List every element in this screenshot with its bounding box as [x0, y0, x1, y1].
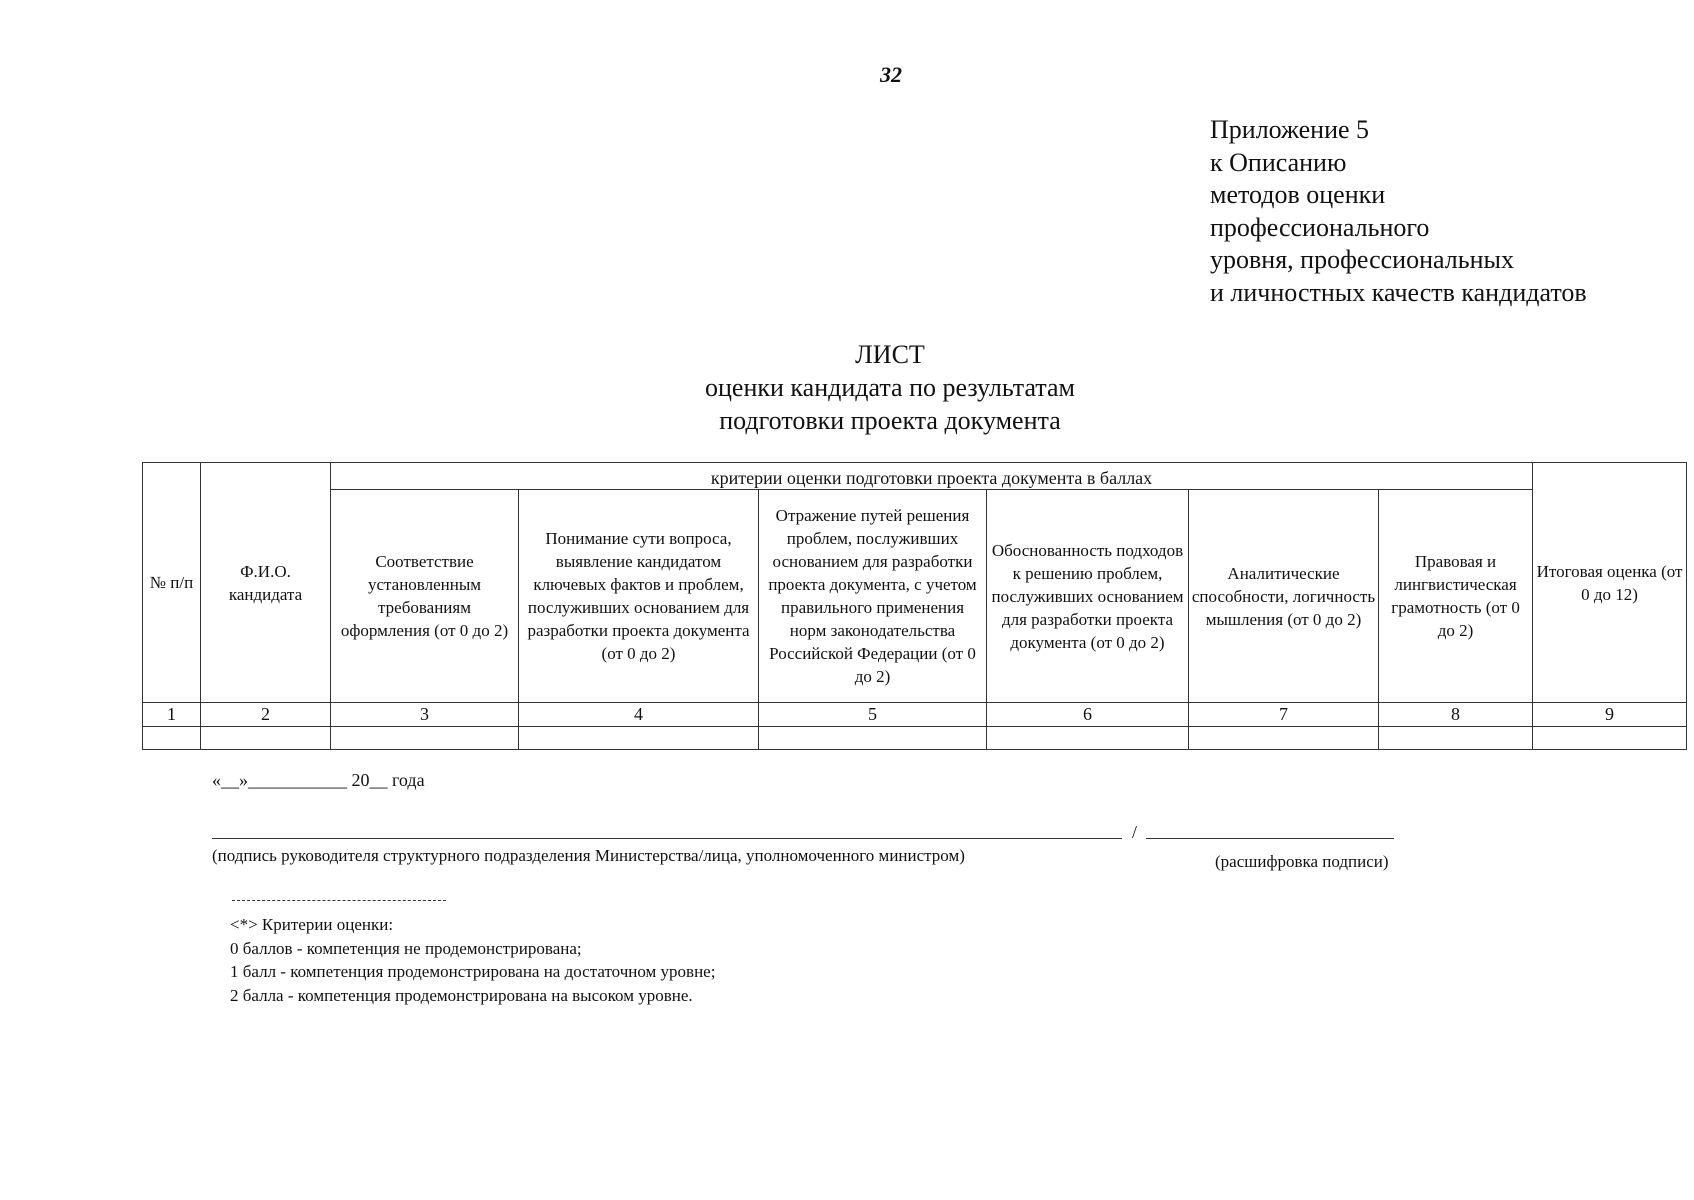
title-line: оценки кандидата по результатам	[705, 373, 1075, 402]
evaluation-table	[142, 462, 1687, 750]
column-header: Соответствие установленным требованиям оформления (от 0 до 2)	[331, 490, 519, 703]
column-number: 6	[987, 703, 1189, 727]
column-number: 4	[519, 703, 759, 727]
empty-data-row	[143, 727, 1687, 750]
appendix-line: уровня, профессиональных	[1210, 245, 1514, 274]
column-number-row	[143, 703, 1687, 727]
column-header: Отражение путей решения проблем, послуживших основанием для разработки проекта документа, с учетом правильного применения норм законодательства Российской Федерации (от 0 до 2)	[759, 490, 987, 703]
criteria-header: критерии оценки подготовки проекта документа в баллах	[331, 463, 1533, 490]
footnote-line: 2 балла - компетенция продемонстрирована на высоком уровне.	[230, 985, 693, 1005]
empty-cell[interactable]	[143, 727, 201, 750]
column-number: 8	[1379, 703, 1533, 727]
footnote-line: 1 балл - компетенция продемонстрирована на достаточном уровне;	[230, 962, 716, 981]
page-number: 32	[880, 62, 902, 87]
column-header: Обоснованность подходов к решению проблем, послуживших основанием для разработки проекта документа (от 0 до 2)	[987, 490, 1189, 703]
column-number: 5	[759, 703, 987, 727]
column-number: 7	[1189, 703, 1379, 727]
footnote-line: 0 баллов - компетенция не продемонстрирована;	[230, 938, 582, 958]
appendix-reference	[1210, 114, 1587, 309]
empty-cell[interactable]	[759, 727, 987, 750]
title-line: ЛИСТ	[855, 340, 925, 369]
empty-cell[interactable]	[1379, 727, 1533, 750]
signature-caption: (подпись руководителя структурного подразделения Министерства/лица, уполномоченного министром)	[212, 846, 965, 865]
footnote-line: <*> Критерии оценки:	[230, 915, 394, 934]
column-number: 2	[201, 703, 331, 727]
signature-line	[212, 838, 1122, 839]
empty-cell[interactable]	[201, 727, 331, 750]
column-number: 3	[331, 703, 519, 727]
column-header: Правовая и лингвистическая грамотность (от 0 до 2)	[1379, 490, 1533, 703]
appendix-line: Приложение 5	[1210, 115, 1370, 144]
signature-decode-line	[1146, 838, 1394, 839]
empty-cell[interactable]	[987, 727, 1189, 750]
column-header: Итоговая оценка (от 0 до 12)	[1533, 463, 1687, 703]
empty-cell[interactable]	[331, 727, 519, 750]
date-line: «__»___________ 20__ года	[212, 770, 425, 790]
footnote	[230, 913, 715, 1007]
column-header: Аналитические способности, логичность мышления (от 0 до 2)	[1189, 490, 1379, 703]
appendix-line: и личностных качеств кандидатов	[1210, 277, 1587, 307]
title-line: подготовки проекта документа	[719, 406, 1061, 435]
column-header: Понимание сути вопроса, выявление кандидатом ключевых фактов и проблем, послуживших основанием для разработки проекта документа (от 0 до 2)	[519, 490, 759, 703]
document-title	[620, 338, 1160, 437]
appendix-line: методов оценки	[1210, 180, 1386, 209]
signature-separator: /	[1132, 822, 1138, 842]
column-header: № п/п	[143, 463, 201, 703]
footnote-separator	[232, 900, 446, 901]
column-number: 1	[143, 703, 201, 727]
appendix-line: к Описанию	[1210, 147, 1347, 177]
appendix-line: профессионального	[1210, 212, 1430, 242]
signature-decode-caption: (расшифровка подписи)	[1215, 852, 1389, 871]
empty-cell[interactable]	[519, 727, 759, 750]
empty-cell[interactable]	[1533, 727, 1687, 750]
column-number: 9	[1533, 703, 1687, 727]
column-header: Ф.И.О. кандидата	[201, 463, 331, 703]
empty-cell[interactable]	[1189, 727, 1379, 750]
